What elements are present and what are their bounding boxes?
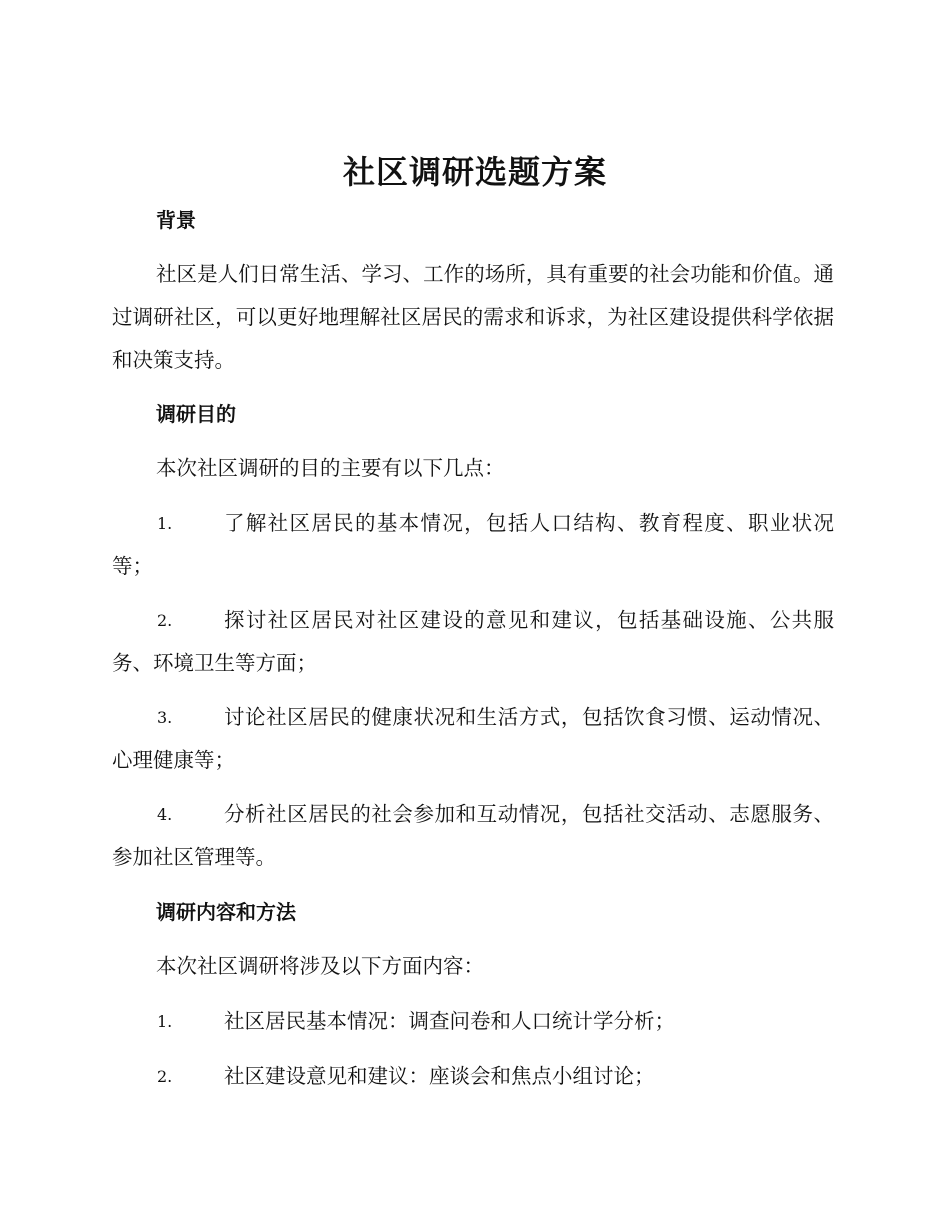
section-heading-background: 背景 xyxy=(156,208,196,232)
section-heading-purpose: 调研目的 xyxy=(156,402,236,426)
purpose-list-item xyxy=(112,793,834,879)
list-item-text: 探讨社区居民对社区建设的意见和建议，包括基础设施、公共服务、环境卫生等方面； xyxy=(112,608,834,675)
purpose-intro: 本次社区调研的目的主要有以下几点： xyxy=(156,456,505,480)
list-number: 4. xyxy=(157,805,173,824)
list-number: 1. xyxy=(157,514,173,533)
list-number: 2. xyxy=(157,1067,173,1086)
list-item-text: 了解社区居民的基本情况，包括人口结构、教育程度、职业状况等； xyxy=(112,511,834,578)
list-number: 2. xyxy=(157,611,173,630)
list-number: 3. xyxy=(157,708,173,727)
list-item-text: 社区居民基本情况：调查问卷和人口统计学分析； xyxy=(224,1009,675,1033)
methods-list-item xyxy=(112,1000,834,1043)
content-methods-intro: 本次社区调研将涉及以下方面内容： xyxy=(156,954,484,978)
list-item-text: 讨论社区居民的健康状况和生活方式，包括饮食习惯、运动情况、心理健康等； xyxy=(112,705,834,772)
methods-list-item xyxy=(112,1055,834,1098)
purpose-list-item xyxy=(112,502,834,588)
purpose-list-item xyxy=(112,599,834,685)
document-title: 社区调研选题方案 xyxy=(342,153,607,191)
background-paragraph: 社区是人们日常生活、学习、工作的场所，具有重要的社会功能和价值。通过调研社区，可以更好地理解社区居民的需求和诉求，为社区建设提供科学依据和决策支持。 xyxy=(112,262,834,372)
list-number: 1. xyxy=(157,1012,173,1031)
purpose-list-item xyxy=(112,696,834,782)
section-heading-content-methods: 调研内容和方法 xyxy=(156,900,296,924)
list-item-text: 社区建设意见和建议：座谈会和焦点小组讨论； xyxy=(224,1064,655,1088)
list-item-text: 分析社区居民的社会参加和互动情况，包括社交活动、志愿服务、参加社区管理等。 xyxy=(112,802,834,869)
